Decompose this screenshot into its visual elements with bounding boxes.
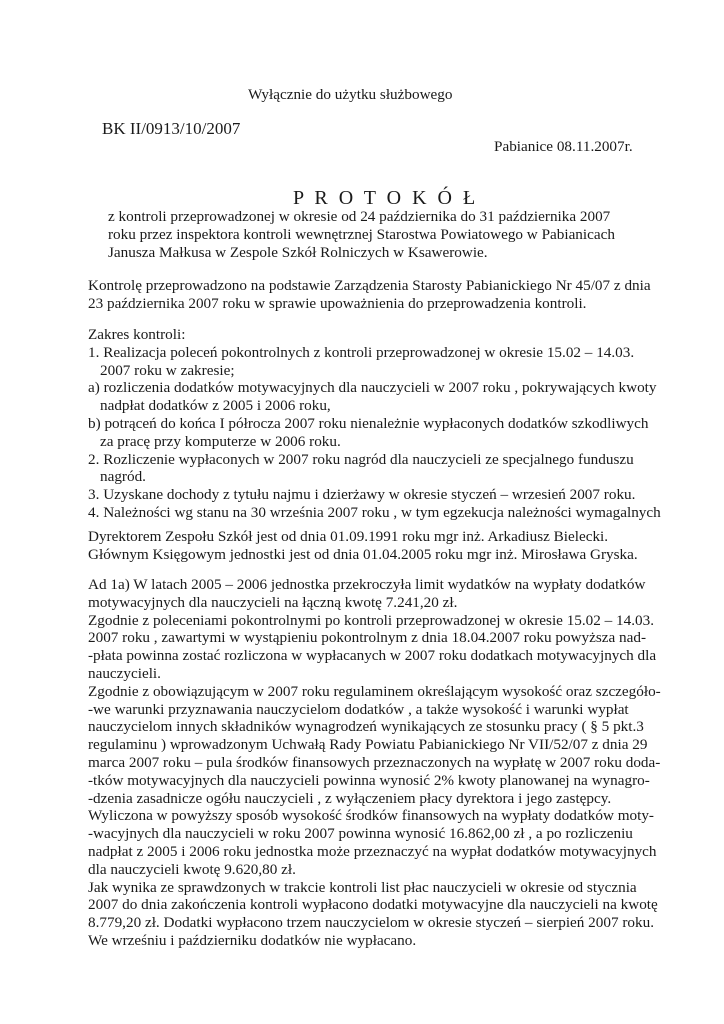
paragraph-line: We wrześniu i październiku dodatków nie wypłacano.: [88, 931, 417, 949]
paragraph-line: Jak wynika ze sprawdzonych w trakcie kontroli list płac nauczycieli w okresie od stycznia: [88, 878, 637, 896]
paragraph-line: regulaminu ) wprowadzonym Uchwałą Rady Powiatu Pabianickiego Nr VII/52/07 z dnia 29: [88, 736, 648, 754]
paragraph-line: Ad 1a) W latach 2005 – 2006 jednostka przekroczyła limit wydatków na wypłaty dodatków: [88, 576, 646, 593]
findings-section: [88, 576, 661, 950]
subtitle-line: z kontroli przeprowadzonej w okresie od 24 października do 31 października 2007: [108, 208, 611, 225]
scope-item-line: a) rozliczenia dodatków motywacyjnych dla nauczycieli w 2007 roku , pokrywających kwoty: [88, 379, 657, 397]
confidentiality-notice: Wyłącznie do użytku służbowego: [248, 86, 453, 103]
subtitle-line: roku przez inspektora kontroli wewnętrznej Starostwa Powiatowego w Pabianicach: [108, 225, 615, 243]
scope-item-line: b) potrąceń do końca I półrocza 2007 roku nienależnie wypłaconych dodatków szkodliwych: [88, 414, 649, 432]
paragraph-line: nauczycieli.: [88, 664, 161, 682]
staff-paragraph: [88, 528, 638, 564]
paragraph-line: -we warunki przyznawania nauczycielom dodatków , a także wysokość i warunki wypłat: [88, 700, 629, 718]
scope-item-line: 3. Uzyskane dochody z tytułu najmu i dzierżawy w okresie styczeń – wrzesień 2007 roku.: [88, 486, 636, 504]
paragraph-line: Głównym Księgowym jednostki jest od dnia 01.04.2005 roku mgr inż. Mirosława Gryska.: [88, 545, 638, 563]
scope-heading: Zakres kontroli:: [88, 326, 186, 343]
scope-item-line: nadpłat dodatków z 2005 i 2006 roku,: [100, 397, 331, 415]
document-title: P R O T O K Ó Ł: [293, 187, 479, 209]
paragraph-line: Zgodnie z obowiązującym w 2007 roku regulaminem określającym wysokość oraz szczegóło-: [88, 682, 661, 700]
paragraph-line: marca 2007 roku – pula środków finansowych przeznaczonych na wypłatę w 2007 roku doda-: [88, 753, 661, 771]
paragraph-line: Wyliczona w powyższy sposób wysokość środków finansowych na wypłaty dodatków moty-: [88, 807, 654, 825]
paragraph-line: Dyrektorem Zespołu Szkół jest od dnia 01.09.1991 roku mgr inż. Arkadiusz Bielecki.: [88, 528, 609, 545]
paragraph-line: -płata powinna zostać rozliczona w wypłacanych w 2007 roku dodatkach motywacyjnych dla: [88, 647, 657, 665]
subtitle-line: Janusza Małkusa w Zespole Szkół Rolniczych w Ksawerowie.: [108, 243, 488, 261]
scope-item-line: 4. Należności wg stanu na 30 września 2007 roku , w tym egzekucja należności wymagalnych: [88, 503, 661, 521]
paragraph-line: 23 października 2007 roku w sprawie upoważnienia do przeprowadzenia kontroli.: [88, 294, 587, 312]
paragraph-line: Zgodnie z poleceniami pokontrolnymi po kontroli przeprowadzonej w okresie 15.02 – 14.03.: [88, 611, 655, 629]
paragraph-line: Kontrolę przeprowadzono na podstawie Zarządzenia Starosty Pabianickiego Nr 45/07 z dnia: [88, 277, 651, 294]
paragraph-line: 2007 do dnia zakończenia kontroli wypłacono dodatki motywacyjne dla nauczycieli na kwotę: [88, 896, 658, 914]
paragraph-line: 2007 roku , zawartymi w wystąpieniu pokontrolnym z dnia 18.04.2007 roku powyższa nad-: [88, 629, 647, 647]
subtitle-block: [108, 208, 615, 261]
reference-number: BK II/0913/10/2007: [102, 119, 241, 138]
scope-item-line: 2. Rozliczenie wypłaconych w 2007 roku nagród dla nauczycieli ze specjalnego funduszu: [88, 450, 634, 468]
place-and-date: Pabianice 08.11.2007r.: [494, 138, 633, 155]
scope-item-line: 1. Realizacja poleceń pokontrolnych z kontroli przeprowadzonej w okresie 15.02 – 14.03.: [88, 343, 635, 361]
paragraph-line: -dzenia zasadnicze ogółu nauczycieli , z wyłączeniem płacy dyrektora i jego zastępcy.: [88, 789, 612, 807]
paragraph-line: nadpłat z 2005 i 2006 roku jednostka może przeznaczyć na wypłat dodatków motywacyjnych: [88, 842, 657, 860]
scope-section: [88, 326, 661, 522]
scope-item-line: za pracę przy komputerze w 2006 roku.: [100, 432, 341, 450]
paragraph-line: -tków motywacyjnych dla nauczycieli powinna wynosić 2% kwoty planowanej na wynagro-: [88, 771, 650, 789]
basis-paragraph: [88, 277, 651, 313]
paragraph-line: nauczycielom innych składników wynagrodzeń wynikających ze stosunku pracy ( § 5 pkt.3: [88, 718, 644, 736]
paragraph-line: -wacyjnych dla nauczycieli w roku 2007 powinna wynosić 16.862,00 zł , a po rozliczeniu: [88, 825, 633, 843]
paragraph-line: motywacyjnych dla nauczycieli na łączną kwotę 7.241,20 zł.: [88, 593, 458, 611]
scope-item-line: nagród.: [100, 468, 146, 486]
paragraph-line: 8.779,20 zł. Dodatki wypłacono trzem nauczycielom w okresie styczeń – sierpień 2007 roku.: [88, 914, 654, 932]
paragraph-line: dla nauczycieli kwotę 9.620,80 zł.: [88, 860, 296, 878]
scope-item-line: 2007 roku w zakresie;: [100, 361, 235, 379]
